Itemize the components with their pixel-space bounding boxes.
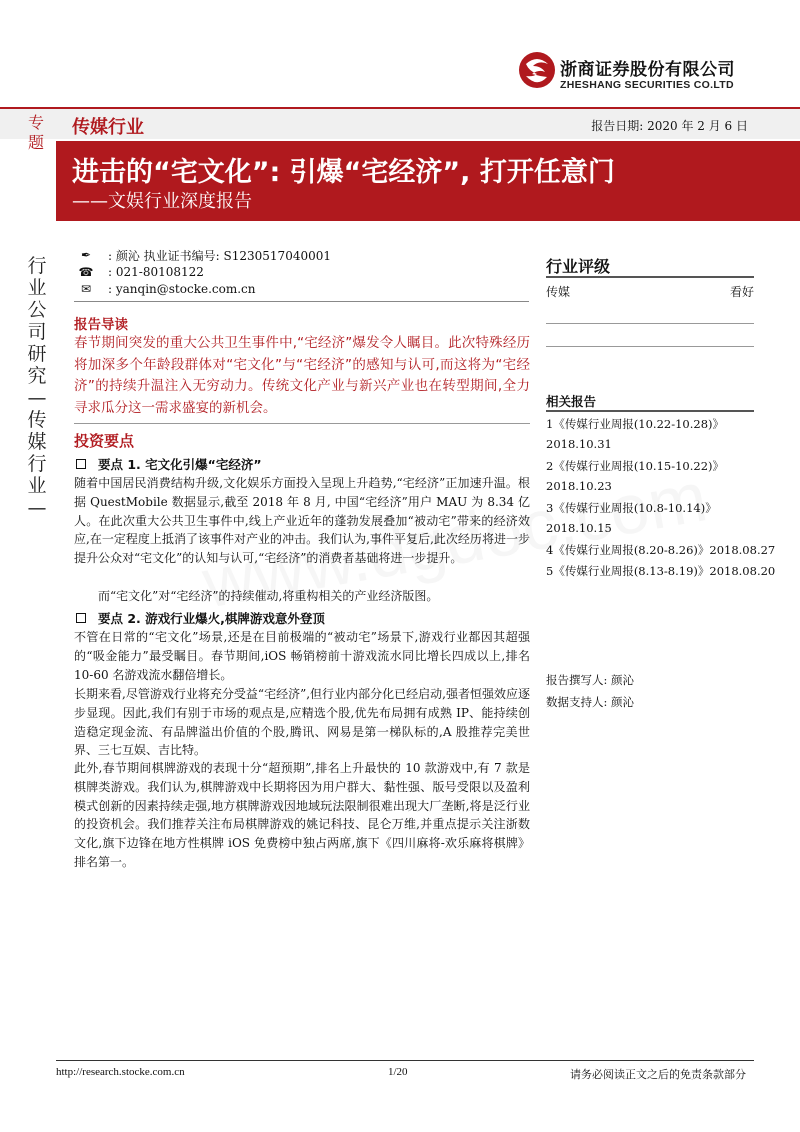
footer-rule	[56, 1060, 754, 1061]
related-item: 5《传媒行业周报(8.13-8.19)》2018.08.20	[546, 564, 776, 578]
vertical-char: 业	[27, 277, 47, 299]
point-2-text: 不管在日常的“宅文化”场景,还是在目前极端的“被动宅”场景下,游戏行业都因其超强的“吸金能力”最受瞩目。春节期间,iOS 畅销榜前十游戏流水同比增长四成以上,排名 10-60 名游戏流水翻倍增长。	[74, 630, 530, 682]
intro-divider	[74, 423, 530, 424]
related-rule	[546, 410, 754, 412]
rating-value: 看好	[729, 285, 754, 299]
report-type-tag: 专题	[27, 113, 44, 152]
vertical-char: 行	[27, 453, 47, 475]
pen-icon: ✒	[80, 248, 92, 262]
vertical-char: 媒	[27, 431, 47, 453]
rating-heading: 行业评级	[546, 257, 611, 276]
intro-heading: 报告导读	[74, 317, 128, 333]
rating-row	[546, 283, 754, 300]
vertical-char: 究	[27, 365, 47, 387]
contact-divider	[74, 301, 529, 302]
vertical-char: 研	[27, 343, 47, 365]
email-address: : yanqin@stocke.com.cn	[108, 282, 256, 296]
related-item: 4《传媒行业周报(8.20-8.26)》2018.08.27	[546, 543, 776, 557]
checkbox-icon	[76, 613, 86, 623]
point-2	[76, 609, 325, 627]
rating-sector: 传媒	[546, 285, 571, 299]
zheshang-logo-icon	[517, 50, 557, 90]
industry-label: 传媒行业	[72, 117, 144, 138]
point-2-text-b: 长期来看,尽管游戏行业将充分受益“宅经济”,但行业内部分化已经启动,强者恒强效应逐步显现。因此,我们有别于市场的观点是,应精选个股,优先布局拥有成熟 IP、能持续创造稳定现金流、有品牌溢出价值的个股,腾讯、网易是第一梯队标的,A 股推荐完美世界、三七互娱、吉比特。	[74, 687, 530, 758]
email-row	[78, 280, 255, 298]
point-2-text-c: 此外,春节期间棋牌游戏的表现十分“超预期”,排名上升最快的 10 款游戏中,有 7 款是棋牌类游戏。我们认为,棋牌游戏中长期将因为用户群大、黏性强、版号受限以及盈利模式创新的因素持续走强,地方棋牌游戏因地域玩法限制很难出现大厂垄断,将是泛行业的投资机会。我们推荐关注布局棋牌游戏的姚记科技、昆仑万维,并重点提示关注浙数文化,旗下边锋在地方性棋牌 iOS 免费榜中独占两席,旗下《四川麻将-欢乐麻将棋牌》排名第一。	[74, 761, 530, 869]
related-item: 2《传媒行业周报(10.15-10.22)》	[546, 459, 725, 473]
analyst-row	[78, 246, 331, 264]
point-1	[76, 455, 262, 473]
phone-number: : 021-80108122	[108, 265, 204, 279]
rating-divider	[546, 323, 754, 324]
page-title: 进击的“宅文化”: 引爆“宅经济”, 打开任意门	[72, 157, 615, 188]
related-item: 3《传媒行业周报(10.8-10.14)》	[546, 501, 717, 515]
report-writer: 报告撰写人: 颜沁	[546, 673, 635, 687]
page-subtitle: ——文娱行业深度报告	[72, 191, 252, 212]
related-item: 2018.10.31	[546, 437, 612, 451]
point-2-label: 要点 2. 游戏行业爆火,棋牌游戏意外登顶	[98, 611, 325, 626]
footer-url[interactable]: http://research.stocke.com.cn	[56, 1066, 185, 1078]
rating-rule	[546, 276, 754, 278]
point-1-text-b: 而“宅文化”对“宅经济”的持续催动,将重构相关的产业经济版图。	[98, 589, 439, 603]
page-number: 1/20	[388, 1066, 408, 1078]
data-supporter: 数据支持人: 颜沁	[546, 695, 635, 709]
intro-text: 春节期间突发的重大公共卫生事件中,“宅经济”爆发令人瞩目。此次特殊经历将加深多个年龄段群体对“宅文化”与“宅经济”的感知与认可,而这将为“宅经济”的持续升温注入无穷动力。传统文化产业与新兴产业也在转型期间,全力寻求瓜分这一需求盛宴的新机会。	[74, 335, 530, 416]
vertical-char: 传	[27, 409, 47, 431]
footer-disclaimer: 请务必阅读正文之后的免责条款部分	[570, 1068, 746, 1081]
invest-heading: 投资要点	[74, 432, 135, 450]
company-name-cn: 浙商证券股份有限公司	[560, 60, 735, 80]
point-1-text: 随着中国居民消费结构升级,文化娱乐方面投入呈现上升趋势,“宅经济”正加速升温。根据 QuestMobile 数据显示,截至 2018 年 8 月, 中国“宅经济”用户 MAU 为 8.34 亿人。在此次重大公共卫生事件中,线上产业近年的蓬勃发展叠加“被动宅”带来的经济效应,在一定程度上抵消了该事件对产业的冲击。我们认为,事件平复后,此次经历将进一步提升公众对“宅文化”的认知与认可,“宅经济”的消费者基础将进一步提升。	[74, 476, 530, 566]
related-heading: 相关报告	[546, 394, 597, 409]
related-item: 1《传媒行业周报(10.22-10.28)》	[546, 417, 725, 431]
related-item: 2018.10.15	[546, 521, 612, 535]
vertical-category-label	[26, 255, 48, 519]
phone-icon: ☎	[78, 265, 94, 279]
vertical-char: —	[27, 497, 47, 519]
report-date: 报告日期: 2020 年 2 月 6 日	[591, 119, 748, 133]
point-1-label: 要点 1. 宅文化引爆“宅经济”	[98, 457, 262, 472]
vertical-char: —	[27, 387, 47, 409]
vertical-char: 行	[27, 255, 47, 277]
company-name-en: ZHESHANG SECURITIES CO.LTD	[560, 79, 734, 91]
vertical-char: 司	[27, 321, 47, 343]
analyst-info: : 颜沁 执业证书编号: S1230517040001	[108, 248, 332, 263]
vertical-char: 公	[27, 299, 47, 321]
mail-icon: ✉	[80, 282, 92, 296]
checkbox-icon	[76, 459, 86, 469]
vertical-char: 业	[27, 475, 47, 497]
rating-divider	[546, 346, 754, 347]
related-item: 2018.10.23	[546, 479, 612, 493]
phone-row	[78, 263, 204, 281]
